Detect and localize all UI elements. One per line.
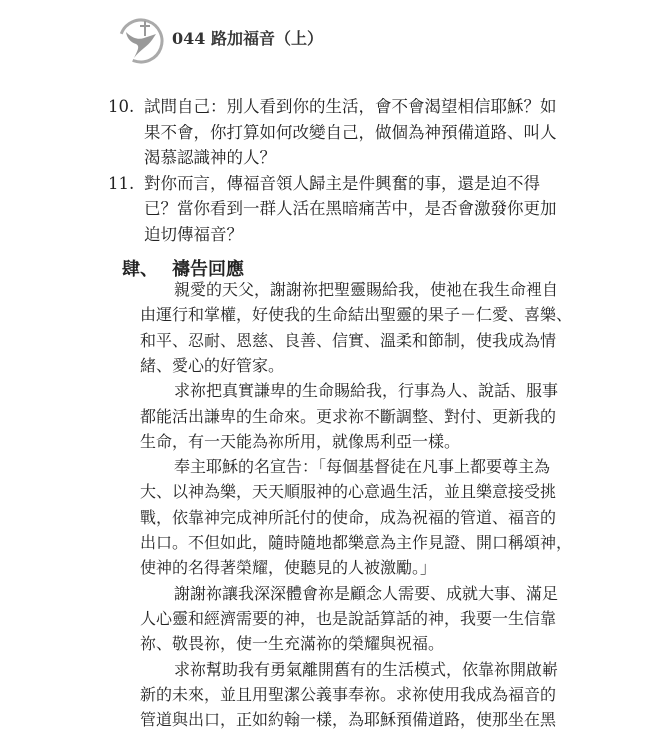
prayer-line: 和平、忍耐、恩慈、良善、信實、溫柔和節制，使我成為情 <box>140 330 557 350</box>
prayer-line: 奉主耶穌的名宣告：「每個基督徒在凡事上都要尊主為 <box>174 457 551 477</box>
section-title: 禱告回應 <box>172 259 244 280</box>
prayer-line: 新的未來，並且用聖潔公義事奉祢。求祢使用我成為福音的 <box>140 684 557 704</box>
prayer-line: 大、以神為樂，天天順服神的心意過生活，並且樂意接受挑 <box>140 482 557 502</box>
prayer-line: 謝謝祢讓我深深體會祢是顧念人需要、成就大事、滿足 <box>174 583 559 603</box>
question-line: 果不會，你打算如何改變自己，做個為神預備道路、叫人 <box>144 122 557 142</box>
prayer-line: 緒、愛心的好管家。 <box>140 355 285 375</box>
prayer-line: 戰，依靠神完成神所託付的使命，成為祝福的管道、福音的 <box>140 507 557 527</box>
question-line: 已？當你看到一群人活在黑暗痛苦中，是否會激發你更加 <box>144 199 557 218</box>
question-line: 試問自己：別人看到你的生活，會不會渴望相信耶穌？如 <box>144 97 557 116</box>
prayer-line: 管道與出口，正如約翰一樣，為耶穌預備道路，使那坐在黑 <box>140 710 557 730</box>
prayer-line: 親愛的天父，謝謝祢把聖靈賜給我，使祂在我生命裡自 <box>174 280 559 299</box>
dove-cross-logo-icon <box>118 18 164 64</box>
question-line: 渴慕認識神的人？ <box>144 148 276 167</box>
prayer-line: 使神的名得著榮耀，使聽見的人被激勵。」 <box>140 558 437 578</box>
prayer-line: 由運行和掌權，好使我的生命結出聖靈的果子－仁愛、喜樂、 <box>140 305 573 325</box>
section-heading <box>122 255 258 281</box>
prayer-line: 都能活出謙卑的生命來。更求祢不斷調整、對付、更新我的 <box>140 406 557 426</box>
running-header <box>172 26 323 49</box>
prayer-line: 求祢幫助我有勇氣離開舊有的生活模式，依靠祢開啟嶄 <box>174 659 559 679</box>
page-number: 044 <box>172 29 206 48</box>
section-numeral: 肆、 <box>122 259 158 280</box>
prayer-line: 人心靈和經濟需要的神，也是說話算話的神，我要一生信靠 <box>140 608 557 628</box>
question-number: 11. <box>108 173 135 193</box>
prayer-line: 生命，有一天能為祢所用，就像馬利亞一樣。 <box>140 431 461 451</box>
prayer-line: 出口。不但如此，隨時隨地都樂意為主作見證、開口稱頌神， <box>140 533 573 552</box>
question-number: 10. <box>108 97 135 116</box>
prayer-line: 求祢把真實謙卑的生命賜給我，行事為人、說話、服事 <box>174 381 559 401</box>
question-line: 迫切傳福音？ <box>144 224 243 244</box>
book-title: 路加福音（上） <box>210 29 323 48</box>
prayer-line: 祢、敬畏祢，使一生充滿祢的榮耀與祝福。 <box>140 634 445 654</box>
question-line: 對你而言，傳福音領人歸主是件興奮的事，還是迫不得 <box>144 173 540 193</box>
